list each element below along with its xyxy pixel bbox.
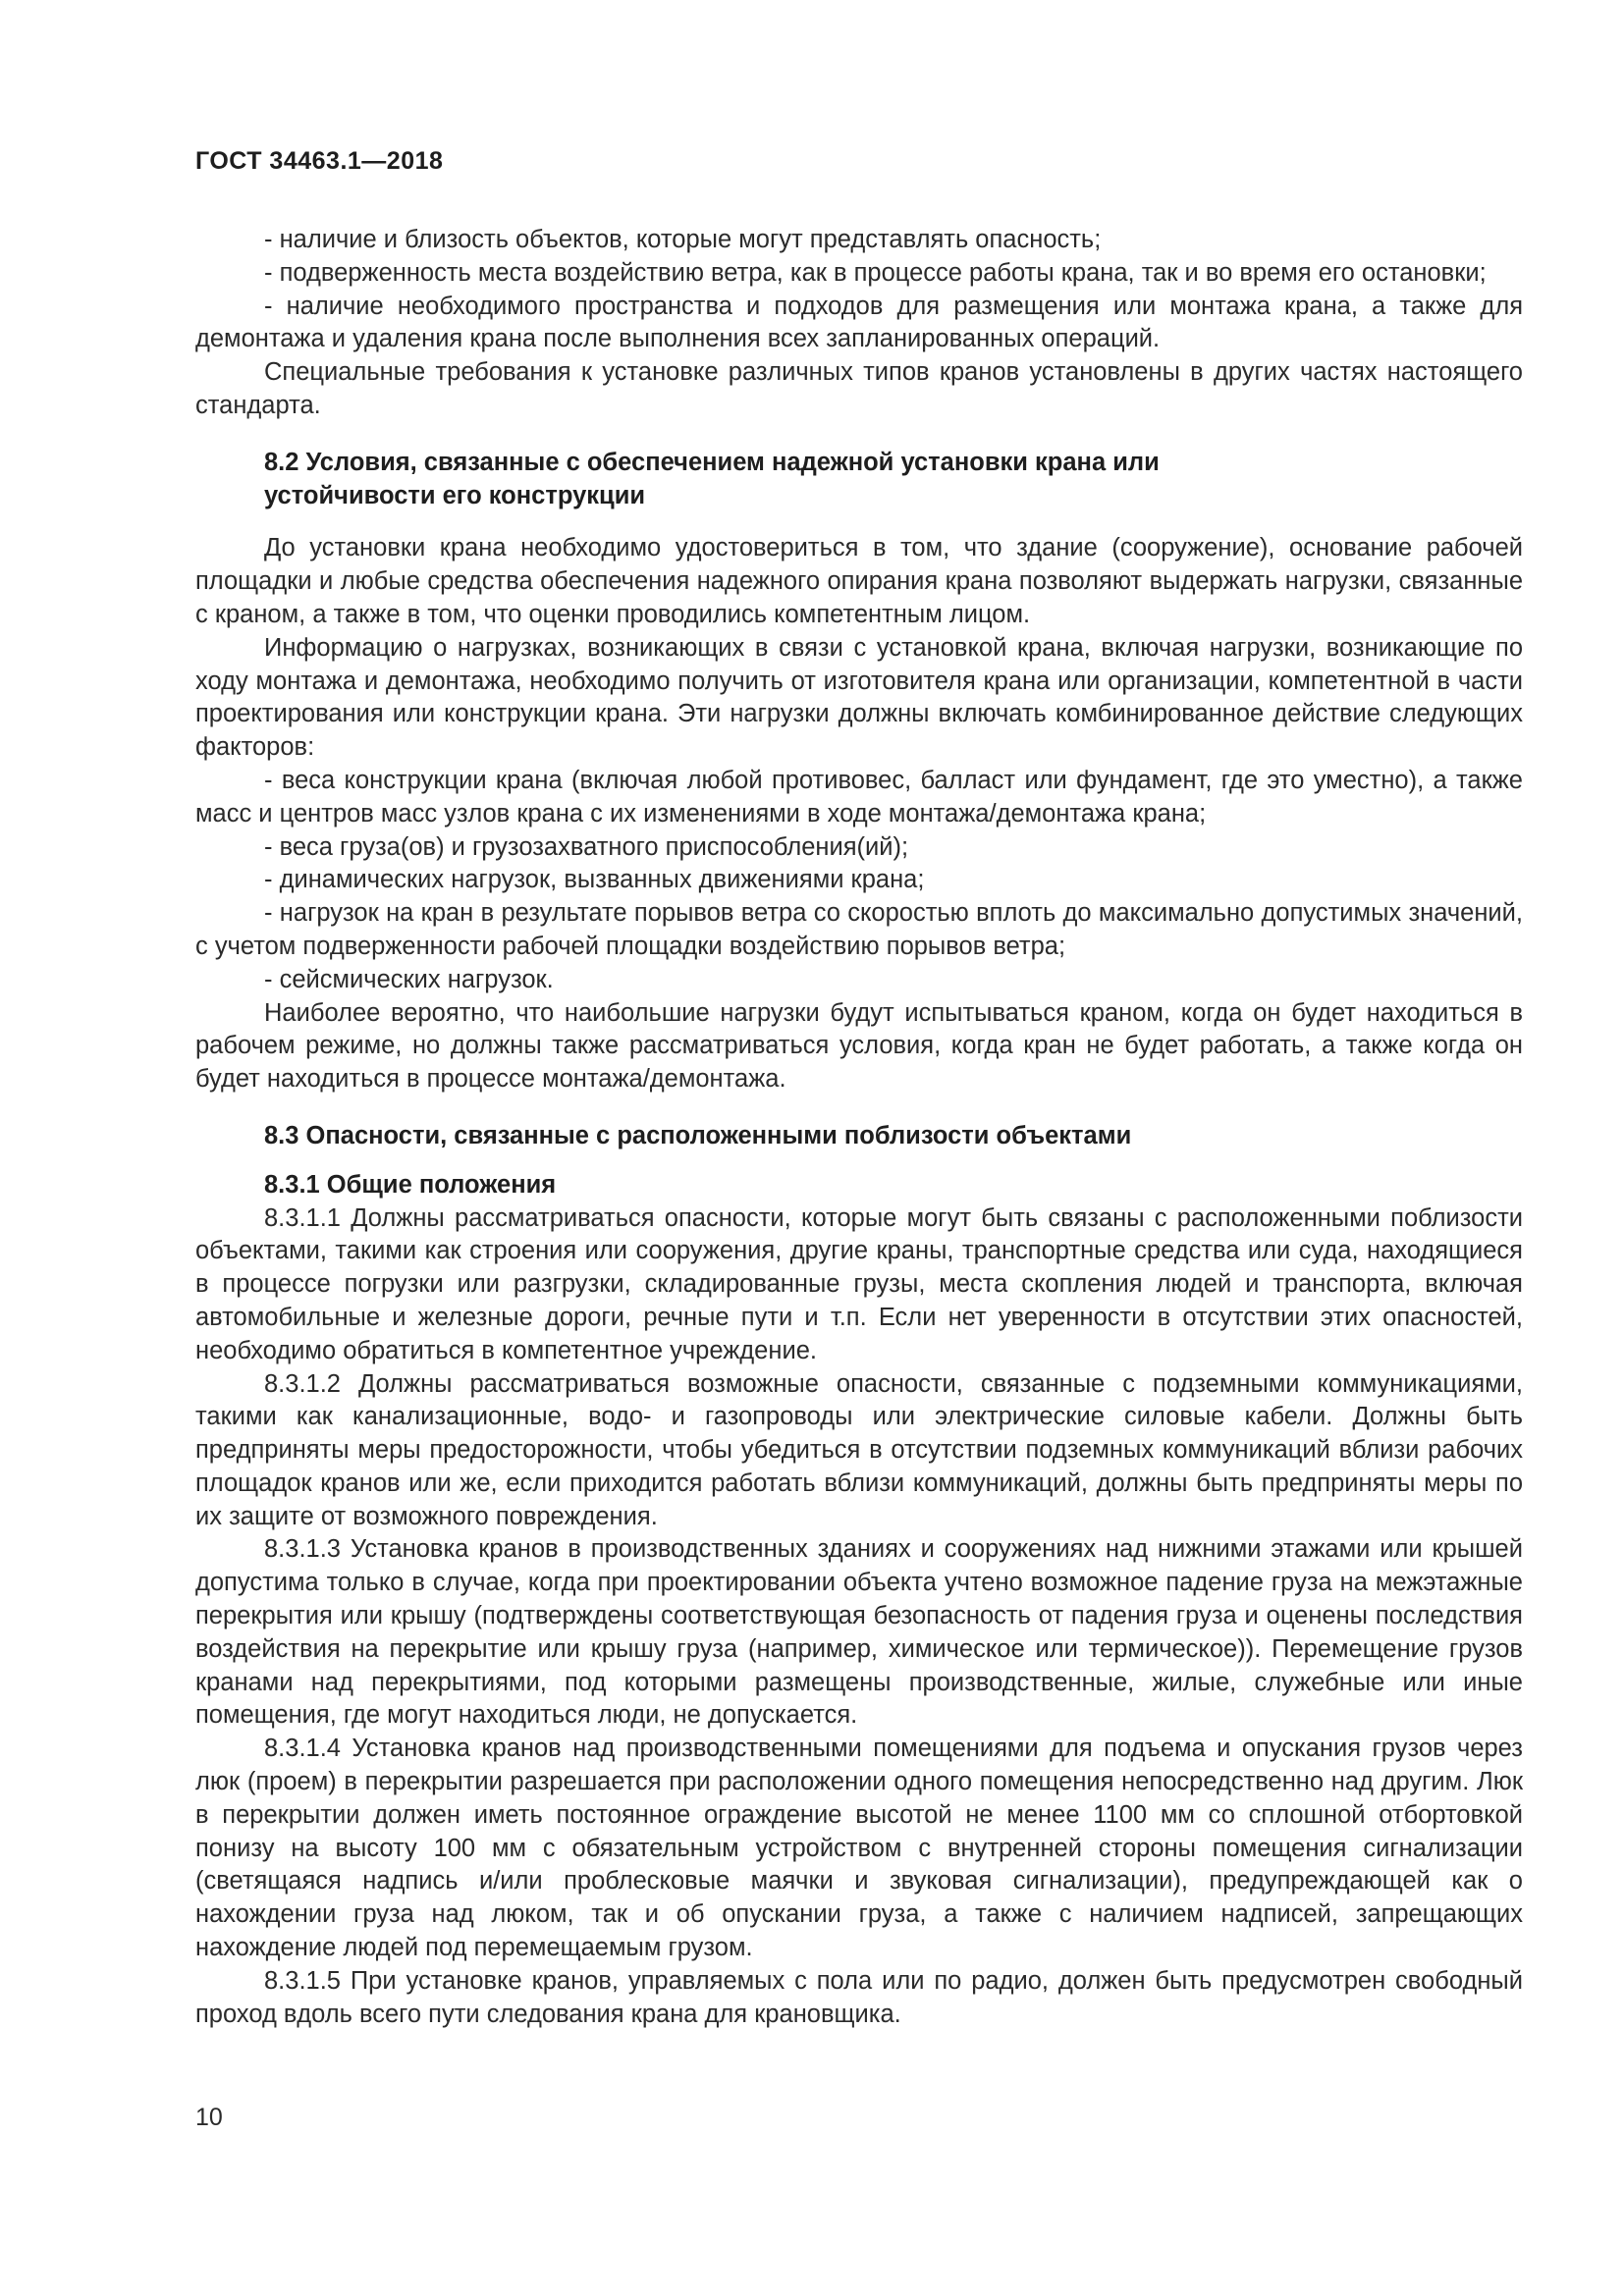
list-item: - нагрузок на кран в результате порывов ветра со скоростью вплоть до максимально допустимых значений, с учетом подверженности рабочей площадки воздействию порывов ветра; [195, 899, 1523, 960]
list-item: - сейсмических нагрузок. [264, 965, 554, 993]
paragraph: До установки крана необходимо удостовериться в том, что здание (сооружение), основание рабочей площадки и любые средства обеспечения надежного опирания крана позволяют выдержать нагрузки, связанные с краном, а также в том, что оценки проводились компетентным лицом. [195, 534, 1523, 628]
list-item: - подверженность места воздействию ветра, как в процессе работы крана, так и во время его остановки; [264, 258, 1487, 287]
document-body [195, 224, 1523, 2031]
document-header: ГОСТ 34463.1—2018 [195, 147, 444, 175]
paragraph: Информацию о нагрузках, возникающих в связи с установкой крана, включая нагрузки, возникающие по ходу монтажа и демонтажа, необходимо получить от изготовителя крана или организации, компетентной в части проектирования или конструкции крана. Эти нагрузки должны включать комбинированное действие следующих факторов: [195, 633, 1523, 762]
section-heading-8-3: 8.3 Опасности, связанные с расположенными поблизости объектами [264, 1121, 1132, 1149]
page-number: 10 [195, 2104, 223, 2131]
list-item: - наличие необходимого пространства и подходов для размещения или монтажа крана, а также для демонтажа и удаления крана после выполнения всех запланированных операций. [195, 292, 1523, 353]
paragraph: Наиболее вероятно, что наибольшие нагрузки будут испытываться краном, когда он будет находиться в рабочем режиме, но должны также рассматриваться условия, когда кран не будет работать, а также когда он будет находиться в процессе монтажа/демонтажа. [195, 998, 1523, 1094]
list-item: - динамических нагрузок, вызванных движениями крана; [264, 866, 925, 894]
list-item: - веса конструкции крана (включая любой противовес, балласт или фундамент, где это уместно), а также масс и центров масс узлов крана с их изменениями в ходе монтажа/демонтажа крана; [195, 766, 1523, 828]
list-item: - веса груза(ов) и грузозахватного приспособления(ий); [264, 832, 909, 861]
list-item: - наличие и близость объектов, которые могут представлять опасность; [264, 226, 1102, 253]
paragraph: 8.3.1.3 Установка кранов в производственных зданиях и сооружениях над нижними этажами или крышей допустима только в случае, когда при проектировании объекта учтено возможное падение груза на межэтажные перекрытия или крышу (подтверждены соответствующая безопасность от падения груза и оценены последствия воздействия на перекрытие или крышу груза (например, химическое или термическое)). Перемещение грузов кранами над перекрытиями, под которыми размещены производственные, жилые, служебные или иные помещения, где могут находиться люди, не допускается. [195, 1535, 1523, 1730]
paragraph: Специальные требования к установке различных типов кранов установлены в других частях настоящего стандарта. [195, 358, 1523, 419]
paragraph: 8.3.1.4 Установка кранов над производственными помещениями для подъема и опускания грузов через люк (проем) в перекрытии разрешается при расположении одного помещения непосредственно над другим. Люк в перекрытии должен иметь постоянное ограждение высотой не менее 1100 мм со сплошной отбортовкой понизу на высоту 100 мм с обязательным устройством с внутренней стороны помещения сигнализации (светящаяся надпись и/или проблесковые маячки и звуковая сигнализации), предупреждающей как о нахождении груза над люком, так и об опускании груза, а также с наличием надписей, запрещающих нахождение людей под перемещаемым грузом. [195, 1735, 1523, 1962]
paragraph: 8.3.1.5 При установке кранов, управляемых с пола или по радио, должен быть предусмотрен свободный проход вдоль всего пути следования крана для крановщика. [195, 1966, 1523, 2028]
section-heading-8-2: 8.2 Условия, связанные с обеспечением надежной установки крана или устойчивости его конструкции [264, 448, 1160, 509]
paragraph: 8.3.1.2 Должны рассматриваться возможные опасности, связанные с подземными коммуникациями, такими как канализационные, водо- и газопроводы или электрические силовые кабели. Должны быть предприняты меры предосторожности, чтобы убедиться в отсутствии подземных коммуникаций вблизи рабочих площадок кранов или же, если приходится работать вблизи коммуникаций, должны быть предприняты меры по их защите от возможного повреждения. [195, 1369, 1523, 1530]
subsection-heading-8-3-1: 8.3.1 Общие положения [264, 1170, 557, 1199]
paragraph: 8.3.1.1 Должны рассматриваться опасности, которые могут быть связаны с расположенными поблизости объектами, такими как строения или сооружения, другие краны, транспортные средства или суда, находящиеся в процессе погрузки или разгрузки, складированные грузы, места скопления людей и транспорта, включая автомобильные и железные дороги, речные пути и т.п. Если нет уверенности в отсутствии этих опасностей, необходимо обратиться в компетентное учреждение. [195, 1203, 1523, 1364]
